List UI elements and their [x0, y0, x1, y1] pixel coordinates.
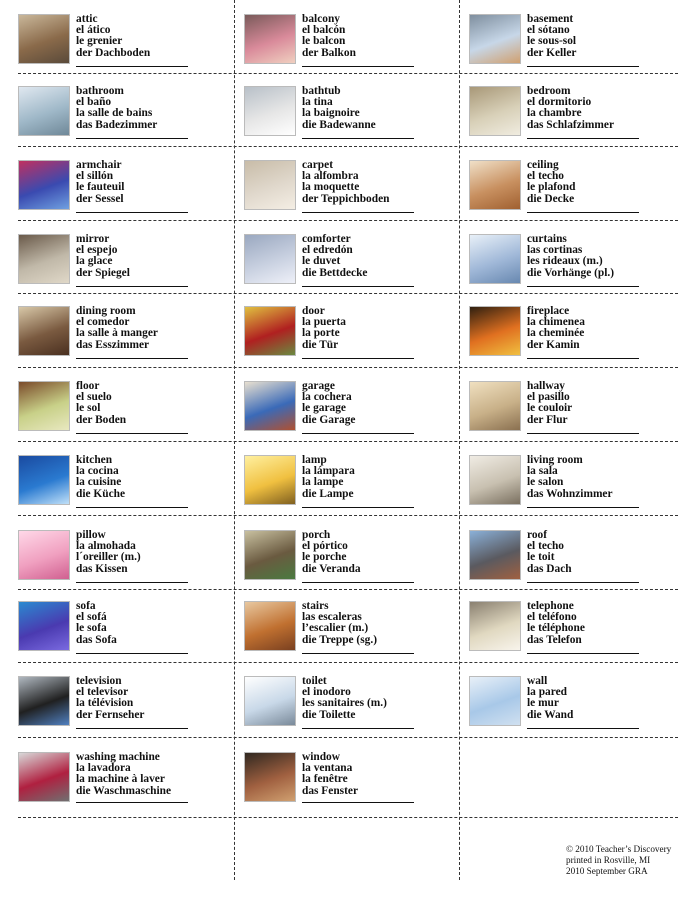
french-word: les sanitaires (m.): [302, 697, 387, 710]
sofa-photo: [18, 601, 70, 651]
german-word: die Badewanne: [302, 118, 376, 131]
english-word: basement: [527, 13, 574, 25]
column-cut-line: [234, 0, 235, 880]
write-in-blank-line: [76, 358, 188, 359]
english-word: hallway: [527, 380, 565, 392]
german-word: der Boden: [76, 413, 127, 426]
english-word: carpet: [302, 159, 333, 171]
spanish-word: el pasillo: [527, 391, 570, 404]
english-word: washing machine: [76, 751, 160, 763]
row-cut-line: [18, 146, 678, 147]
write-in-blank-line: [302, 507, 414, 508]
german-word: das Telefon: [527, 633, 582, 646]
spanish-word: la chimenea: [527, 316, 585, 329]
vocab-words: [302, 455, 355, 500]
english-word: sofa: [76, 600, 96, 612]
fireplace-photo: [469, 306, 521, 356]
vocab-words: [527, 601, 585, 646]
german-word: das Wohnzimmer: [527, 487, 613, 500]
spanish-word: la tina: [302, 96, 333, 109]
german-word: die Waschmaschine: [76, 784, 172, 797]
write-in-blank-line: [302, 138, 414, 139]
spanish-word: el ático: [76, 24, 111, 37]
write-in-blank-line: [302, 728, 414, 729]
french-word: le sofa: [76, 622, 107, 635]
write-in-blank-line: [76, 582, 188, 583]
german-word: die Wand: [527, 708, 574, 721]
spanish-word: el techo: [527, 170, 565, 183]
vocab-words: [76, 676, 144, 721]
washing-machine-photo: [18, 752, 70, 802]
vocab-words: [527, 530, 572, 575]
french-word: la télévision: [76, 697, 134, 710]
french-word: le grenier: [76, 35, 123, 48]
spanish-word: el televisor: [76, 686, 129, 699]
vocab-words: [302, 14, 356, 59]
telephone-photo: [469, 601, 521, 651]
french-word: la cuisine: [76, 476, 122, 489]
television-photo: [18, 676, 70, 726]
attic-photo: [18, 14, 70, 64]
roof-photo: [469, 530, 521, 580]
french-word: le porche: [302, 551, 347, 564]
row-cut-line: [18, 293, 678, 294]
row-cut-line: [18, 220, 678, 221]
vocab-words: [302, 234, 367, 279]
spanish-word: la puerta: [302, 316, 346, 329]
german-word: die Treppe (sg.): [302, 633, 377, 646]
spanish-word: el techo: [527, 540, 565, 553]
french-word: la chambre: [527, 107, 582, 120]
write-in-blank-line: [527, 212, 639, 213]
french-word: le garage: [302, 402, 346, 415]
row-cut-line: [18, 817, 678, 818]
english-word: stairs: [302, 600, 329, 612]
english-word: toilet: [302, 675, 327, 687]
french-word: la machine à laver: [76, 773, 165, 786]
english-word: wall: [527, 675, 548, 687]
vocab-words: [527, 234, 614, 279]
german-word: die Veranda: [302, 562, 361, 575]
vocab-words: [76, 160, 124, 205]
spanish-word: el balcón: [302, 24, 346, 37]
german-word: der Fernseher: [76, 708, 145, 721]
vocab-words: [76, 752, 171, 797]
english-word: porch: [302, 529, 331, 541]
german-word: das Schlafzimmer: [527, 118, 614, 131]
spanish-word: la almohada: [76, 540, 136, 553]
french-word: le téléphone: [527, 622, 585, 635]
write-in-blank-line: [302, 66, 414, 67]
german-word: das Fenster: [302, 784, 358, 797]
write-in-blank-line: [76, 433, 188, 434]
write-in-blank-line: [302, 286, 414, 287]
copyright-credit: [566, 844, 671, 877]
german-word: das Sofa: [76, 633, 117, 646]
bedroom-photo: [469, 86, 521, 136]
vocab-words: [527, 381, 572, 426]
spanish-word: el sillón: [76, 170, 114, 183]
english-word: bedroom: [527, 85, 571, 97]
toilet-photo: [244, 676, 296, 726]
french-word: les rideaux (m.): [527, 255, 603, 268]
spanish-word: el baño: [76, 96, 112, 109]
write-in-blank-line: [527, 653, 639, 654]
write-in-blank-line: [527, 66, 639, 67]
english-word: attic: [76, 13, 98, 25]
stairs-photo: [244, 601, 296, 651]
spanish-word: el suelo: [76, 391, 112, 404]
window-photo: [244, 752, 296, 802]
write-in-blank-line: [302, 653, 414, 654]
basement-photo: [469, 14, 521, 64]
bathroom-photo: [18, 86, 70, 136]
porch-photo: [244, 530, 296, 580]
english-word: window: [302, 751, 340, 763]
english-word: comforter: [302, 233, 351, 245]
spanish-word: la cochera: [302, 391, 352, 404]
english-word: lamp: [302, 454, 327, 466]
vocab-words: [302, 381, 355, 426]
garage-photo: [244, 381, 296, 431]
row-cut-line: [18, 73, 678, 74]
door-photo: [244, 306, 296, 356]
write-in-blank-line: [302, 212, 414, 213]
write-in-blank-line: [527, 433, 639, 434]
armchair-photo: [18, 160, 70, 210]
vocab-words: [527, 14, 576, 59]
french-word: la glace: [76, 255, 113, 268]
french-word: la fenêtre: [302, 773, 348, 786]
english-word: ceiling: [527, 159, 559, 171]
wall-photo: [469, 676, 521, 726]
vocab-words: [76, 601, 117, 646]
comforter-photo: [244, 234, 296, 284]
french-word: la baignoire: [302, 107, 360, 120]
carpet-photo: [244, 160, 296, 210]
spanish-word: el sofá: [76, 611, 107, 624]
vocab-words: [527, 160, 575, 205]
write-in-blank-line: [527, 286, 639, 287]
column-cut-line: [459, 0, 460, 880]
spanish-word: el edredón: [302, 244, 353, 257]
living-room-photo: [469, 455, 521, 505]
vocab-words: [527, 86, 614, 131]
german-word: die Tür: [302, 338, 339, 351]
credit-line: printed in Rosville, MI: [566, 855, 651, 865]
french-word: le duvet: [302, 255, 341, 268]
write-in-blank-line: [76, 212, 188, 213]
french-word: le mur: [527, 697, 559, 710]
french-word: l´oreiller (m.): [76, 551, 141, 564]
french-word: la salle de bains: [76, 107, 153, 120]
write-in-blank-line: [76, 728, 188, 729]
german-word: das Esszimmer: [76, 338, 150, 351]
row-cut-line: [18, 515, 678, 516]
write-in-blank-line: [527, 507, 639, 508]
french-word: le fauteuil: [76, 181, 125, 194]
english-word: living room: [527, 454, 583, 466]
german-word: der Spiegel: [76, 266, 130, 279]
write-in-blank-line: [76, 138, 188, 139]
english-word: armchair: [76, 159, 122, 171]
spanish-word: la alfombra: [302, 170, 359, 183]
bathtub-photo: [244, 86, 296, 136]
write-in-blank-line: [76, 286, 188, 287]
french-word: le balcon: [302, 35, 346, 48]
spanish-word: la ventana: [302, 762, 353, 775]
vocab-words: [76, 381, 126, 426]
write-in-blank-line: [527, 582, 639, 583]
english-word: pillow: [76, 529, 106, 541]
curtains-photo: [469, 234, 521, 284]
german-word: die Lampe: [302, 487, 354, 500]
row-cut-line: [18, 367, 678, 368]
german-word: der Kamin: [527, 338, 580, 351]
write-in-blank-line: [527, 138, 639, 139]
spanish-word: el inodoro: [302, 686, 351, 699]
spanish-word: el espejo: [76, 244, 118, 257]
english-word: roof: [527, 529, 548, 541]
french-word: la moquette: [302, 181, 360, 194]
english-word: television: [76, 675, 122, 687]
vocab-words: [76, 14, 150, 59]
pillow-photo: [18, 530, 70, 580]
row-cut-line: [18, 589, 678, 590]
vocab-words: [302, 601, 377, 646]
spanish-word: el dormitorio: [527, 96, 592, 109]
english-word: bathroom: [76, 85, 124, 97]
vocab-words: [527, 455, 613, 500]
vocab-words: [302, 676, 387, 721]
vocab-words: [76, 86, 157, 131]
french-word: l’escalier (m.): [302, 622, 369, 635]
write-in-blank-line: [527, 358, 639, 359]
spanish-word: la cocina: [76, 465, 119, 478]
german-word: die Garage: [302, 413, 356, 426]
french-word: la porte: [302, 327, 340, 340]
german-word: der Dachboden: [76, 46, 151, 59]
french-word: la lampe: [302, 476, 344, 489]
write-in-blank-line: [302, 802, 414, 803]
spanish-word: el teléfono: [527, 611, 577, 624]
german-word: das Dach: [527, 562, 572, 575]
english-word: garage: [302, 380, 335, 392]
german-word: der Sessel: [76, 192, 124, 205]
write-in-blank-line: [302, 582, 414, 583]
spanish-word: la sala: [527, 465, 558, 478]
french-word: la cheminée: [527, 327, 585, 340]
french-word: le salon: [527, 476, 564, 489]
write-in-blank-line: [76, 507, 188, 508]
write-in-blank-line: [302, 433, 414, 434]
english-word: balcony: [302, 13, 340, 25]
vocab-words: [76, 306, 158, 351]
kitchen-photo: [18, 455, 70, 505]
vocab-words: [76, 530, 141, 575]
spanish-word: el pórtico: [302, 540, 348, 553]
german-word: die Küche: [76, 487, 126, 500]
vocab-words: [76, 234, 130, 279]
spanish-word: el sótano: [527, 24, 570, 37]
english-word: fireplace: [527, 305, 570, 317]
french-word: le couloir: [527, 402, 573, 415]
lamp-photo: [244, 455, 296, 505]
mirror-photo: [18, 234, 70, 284]
row-cut-line: [18, 737, 678, 738]
spanish-word: las cortinas: [527, 244, 583, 257]
english-word: bathtub: [302, 85, 341, 97]
vocab-words: [302, 160, 389, 205]
german-word: das Badezimmer: [76, 118, 158, 131]
row-cut-line: [18, 662, 678, 663]
write-in-blank-line: [302, 358, 414, 359]
spanish-word: la lámpara: [302, 465, 355, 478]
spanish-word: la pared: [527, 686, 567, 699]
german-word: der Teppichboden: [302, 192, 390, 205]
row-cut-line: [18, 441, 678, 442]
vocab-words: [527, 676, 573, 721]
german-word: die Toilette: [302, 708, 356, 721]
english-word: dining room: [76, 305, 136, 317]
balcony-photo: [244, 14, 296, 64]
write-in-blank-line: [76, 653, 188, 654]
german-word: die Bettdecke: [302, 266, 368, 279]
german-word: die Vorhänge (pl.): [527, 266, 615, 279]
german-word: der Balkon: [302, 46, 356, 59]
french-word: le plafond: [527, 181, 576, 194]
dining-room-photo: [18, 306, 70, 356]
german-word: der Keller: [527, 46, 577, 59]
write-in-blank-line: [527, 728, 639, 729]
vocab-words: [302, 86, 376, 131]
floor-photo: [18, 381, 70, 431]
vocab-words: [76, 455, 125, 500]
french-word: le sol: [76, 402, 101, 415]
english-word: curtains: [527, 233, 567, 245]
hallway-photo: [469, 381, 521, 431]
ceiling-photo: [469, 160, 521, 210]
vocab-words: [302, 752, 358, 797]
german-word: der Flur: [527, 413, 568, 426]
vocab-words: [302, 306, 346, 351]
spanish-word: el comedor: [76, 316, 130, 329]
english-word: door: [302, 305, 325, 317]
vocab-words: [302, 530, 361, 575]
french-word: le sous-sol: [527, 35, 577, 48]
french-word: la salle à manger: [76, 327, 158, 340]
english-word: mirror: [76, 233, 110, 245]
german-word: das Kissen: [76, 562, 128, 575]
credit-line: © 2010 Teacher’s Discovery: [566, 844, 672, 854]
write-in-blank-line: [76, 66, 188, 67]
english-word: telephone: [527, 600, 574, 612]
english-word: floor: [76, 380, 100, 392]
french-word: le toit: [527, 551, 555, 564]
spanish-word: la lavadora: [76, 762, 131, 775]
credit-line: 2010 September GRA: [566, 866, 648, 876]
vocab-words: [527, 306, 585, 351]
english-word: kitchen: [76, 454, 113, 466]
write-in-blank-line: [76, 802, 188, 803]
german-word: die Decke: [527, 192, 575, 205]
spanish-word: las escaleras: [302, 611, 362, 624]
